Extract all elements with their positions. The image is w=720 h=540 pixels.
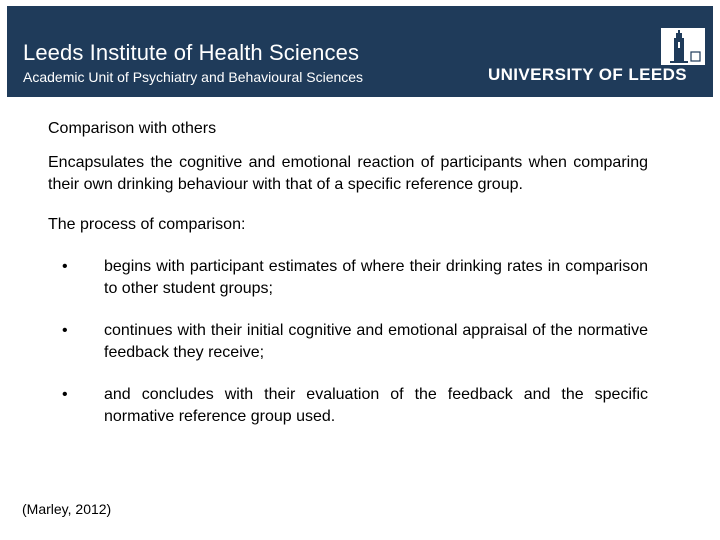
bullet-icon: •: [62, 386, 68, 403]
list-item: [48, 384, 648, 428]
list-item-text: continues with their initial cognitive and emotional appraisal of the normative feedback they receive;: [104, 322, 648, 361]
list-item-text: and concludes with their evaluation of the feedback and the specific normative reference group used.: [104, 386, 648, 425]
unit-subtitle: Academic Unit of Psychiatry and Behavioural Sciences: [23, 69, 364, 85]
citation: (Marley, 2012): [22, 501, 112, 517]
intro-paragraph: Encapsulates the cognitive and emotional reaction of participants when comparing their own drinking behaviour with that of a specific reference group.: [48, 154, 648, 193]
list-item-text: begins with participant estimates of where their drinking rates in comparison to other student groups;: [104, 258, 648, 297]
bullet-icon: •: [62, 258, 68, 275]
university-wordmark: UNIVERSITY OF LEEDS: [487, 65, 687, 84]
institute-title: Leeds Institute of Health Sciences: [23, 40, 360, 65]
slide-heading: Comparison with others: [48, 120, 217, 137]
slide-content: [48, 118, 648, 448]
bullet-icon: •: [62, 322, 68, 339]
process-label: The process of comparison:: [48, 216, 246, 233]
list-item: [48, 256, 648, 300]
header-banner: [7, 6, 713, 97]
list-item: [48, 320, 648, 364]
university-crest-icon: [661, 28, 705, 65]
process-list: [48, 256, 648, 428]
